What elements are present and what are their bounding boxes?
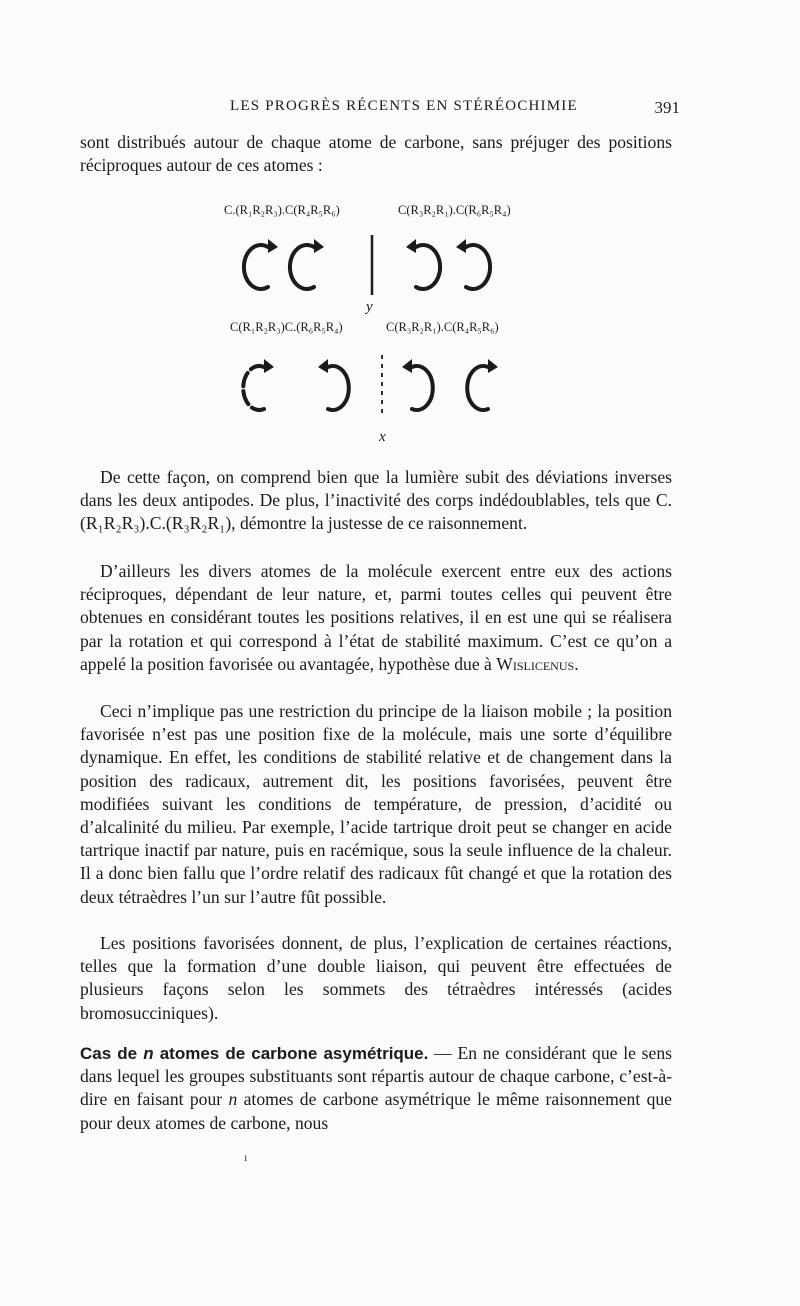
stray-ink-mark: ı bbox=[244, 1150, 248, 1164]
section-heading-n: n bbox=[143, 1044, 154, 1063]
author-name: Wislicenus bbox=[496, 653, 575, 674]
arc-top-4 bbox=[466, 245, 490, 289]
arc-bottom-2 bbox=[328, 366, 349, 410]
arc-bottom-3 bbox=[412, 366, 433, 410]
section-text-n: n bbox=[228, 1089, 238, 1110]
page-header bbox=[80, 98, 680, 122]
arrowhead-bottom-3 bbox=[402, 359, 412, 373]
paragraph-favored-position-end: . bbox=[574, 653, 579, 674]
paragraph-favored-position-text: D’ailleurs les divers atomes de la molécule exercent entre eux des actions réciproques, dépendant de leur nature, et, parmi toutes celles qui peuvent être obtenues en considérant toutes les positions relatives, il en est une qui se réalisera par la rotation et qui correspond à l’état de stabilité maximum. C’est ce qu’on a appelé la position favorisée ou avantagée, hypothèse due à bbox=[80, 561, 672, 674]
axis-label-x: x bbox=[379, 429, 386, 445]
rotation-diagram bbox=[220, 195, 550, 457]
arc-bottom-4 bbox=[467, 366, 488, 410]
paragraph-mobile-bond: Ceci n’implique pas une restriction du principe de la liaison mobile ; la position favorisée n’est pas une position fixe de la molécule, mais une sorte d’équilibre dynamique. En effet, les conditions de stabilité relative et de changement dans la position des radicaux, autrement dit, les positions favorisées, peuvent être modifiées suivant les conditions de température, de pression, d’acidité ou d’alcalinité du milieu. Par exemple, l’acide tartrique droit peut se changer en acide tartrique inactif par nature, puis en racémique, sous la seule influence de la chaleur. Il a donc bien fallu que l’ordre relatif des radicaux fût changé et que la rotation des deux tétraèdres l’un sur l’autre fût possible. bbox=[80, 701, 672, 907]
arrowhead-top-4 bbox=[456, 239, 466, 253]
arrowhead-bottom-2 bbox=[318, 359, 328, 373]
arc-top-1 bbox=[244, 245, 268, 289]
section-text-part-a: — En ne considérant que le sens dans lequel les groupes substituants sont répartis autour de chaque carbone, c’est-à-dire en faisant pour bbox=[80, 1043, 672, 1110]
formula-bottom-left: C(R₁R₂R₃)C.(R₆R₅R₄) bbox=[230, 320, 343, 334]
paragraph-n-carbons bbox=[80, 1042, 672, 1135]
paragraph-double-bond: Les positions favorisées donnent, de plus, l’explication de certaines réactions, telles que la formation d’une double liaison, qui peuvent être effectuées de plusieurs façons selon les sommets des tétraèdres intéressés (acides bromosucciniques). bbox=[80, 933, 672, 1023]
section-heading-part-a: Cas de bbox=[80, 1044, 144, 1063]
section-heading bbox=[80, 1044, 428, 1063]
arrowhead-top-2 bbox=[314, 239, 324, 253]
paragraph-deviation: De cette façon, on comprend bien que la lumière subit des déviations inverses dans les deux antipodes. De plus, l’inactivité des corps indédoublables, tels que C.(R₁R₂R₃).C.(R₃R₂R₁), démontre la justesse de ce raisonnement. bbox=[80, 467, 672, 534]
arrowhead-bottom-4 bbox=[488, 359, 498, 373]
running-title: LES PROGRÈS RÉCENTS EN STÉRÉOCHIMIE bbox=[230, 98, 578, 114]
intro-text: sont distribués autour de chaque atome de carbone, sans préjuger des positions réciproques autour de ces atomes : bbox=[80, 132, 672, 176]
axis-label-y: y bbox=[366, 299, 373, 315]
page-number: 391 bbox=[654, 98, 680, 117]
arc-top-2 bbox=[290, 245, 314, 289]
arc-bottom-1 bbox=[243, 366, 264, 410]
formula-bottom-right: C(R₃R₂R₁).C(R₄R₅R₆) bbox=[386, 320, 499, 334]
section-heading-part-b: atomes de carbone asymétrique. bbox=[153, 1044, 429, 1063]
arrowhead-top-3 bbox=[406, 239, 416, 253]
arrowhead-top-1 bbox=[268, 239, 278, 253]
formula-top-right: C(R₃R₂R₁).C(R₆R₅R₄) bbox=[398, 203, 511, 217]
formula-top-left: C.(R₁R₂R₃).C(R₄R₅R₆) bbox=[224, 203, 340, 217]
section-text-part-b: atomes de carbone asymétrique le même raisonnement que pour deux atomes de carbone, nous bbox=[80, 1089, 672, 1133]
arrowhead-bottom-1 bbox=[264, 359, 274, 373]
paragraph-favored-position bbox=[80, 560, 672, 676]
arc-top-3 bbox=[416, 245, 440, 289]
